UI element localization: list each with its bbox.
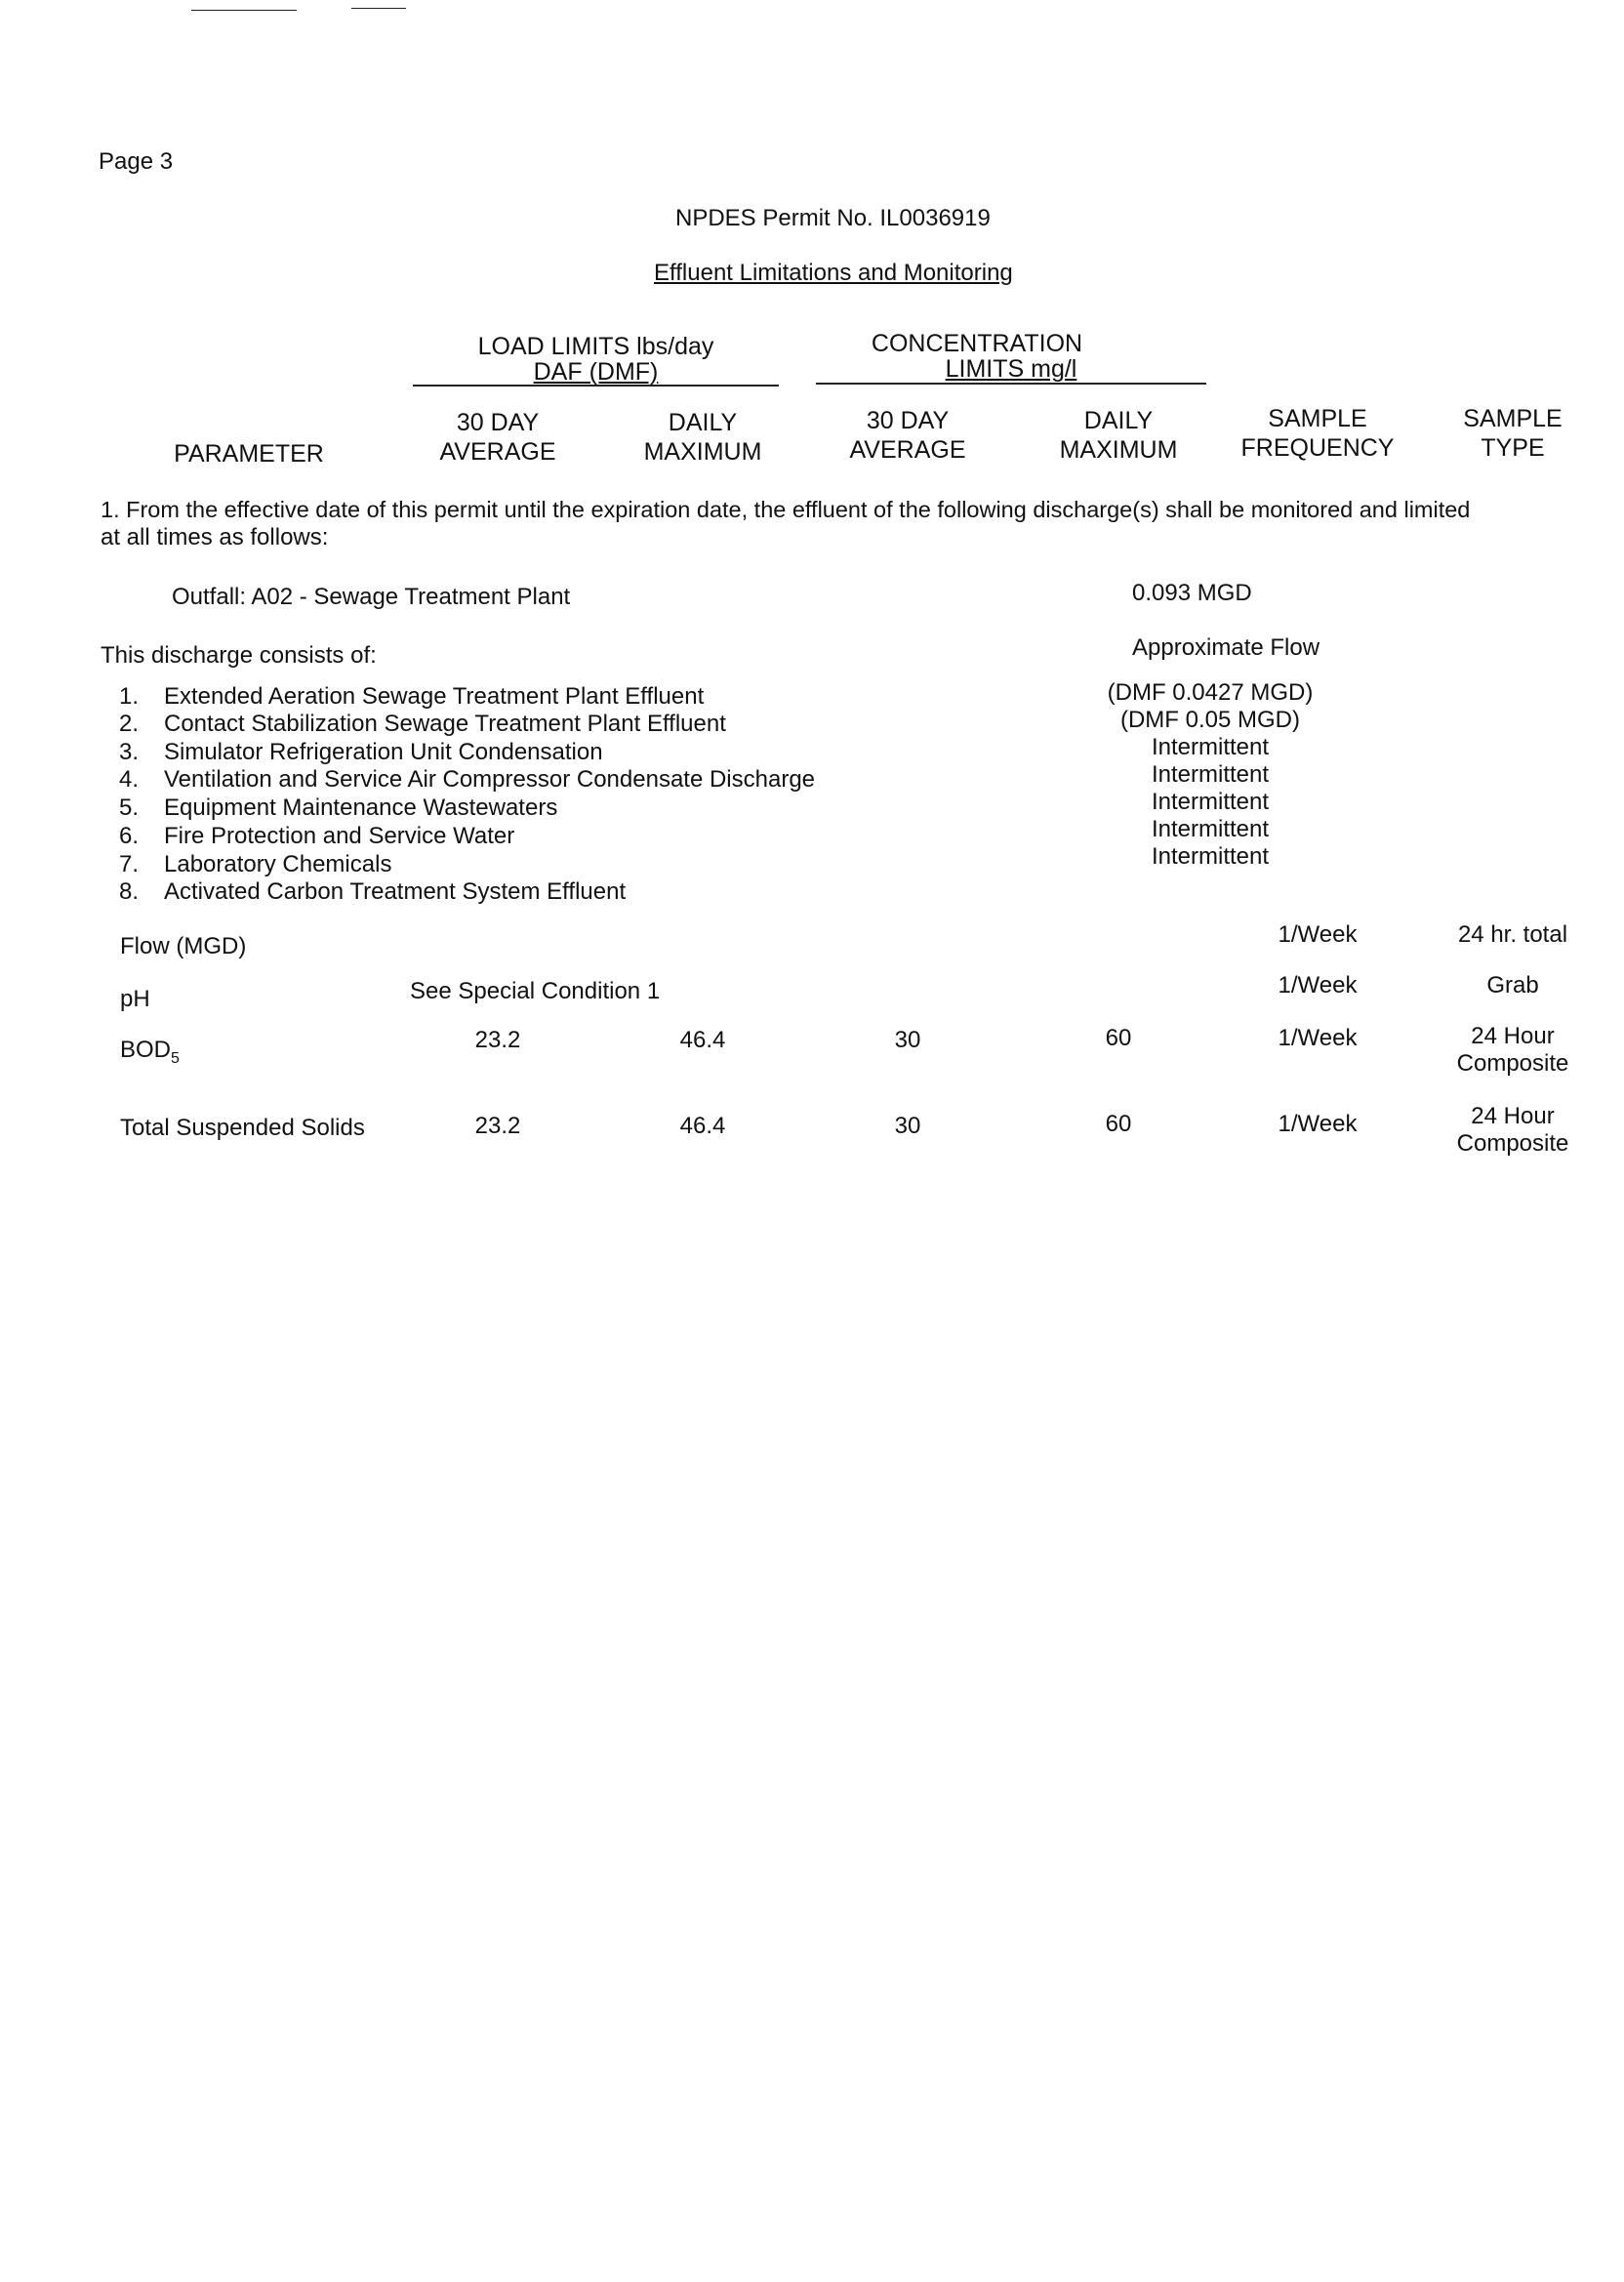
list-item	[119, 683, 704, 711]
load-limits-rule	[413, 385, 779, 387]
list-item	[119, 823, 514, 850]
col-conc-daily	[1040, 406, 1197, 465]
list-item-name: Ventilation and Service Air Compressor Condensate Discharge	[164, 766, 816, 793]
concentration-heading	[816, 329, 1206, 384]
list-item-name: Laboratory Chemicals	[164, 851, 392, 877]
flow-value: (DMF 0.05 MGD)	[1119, 707, 1300, 733]
list-item-number: 6.	[119, 823, 140, 849]
flow-value: Intermittent	[1151, 816, 1270, 842]
list-item-number: 3.	[119, 739, 140, 765]
page-label: Page 3	[99, 148, 174, 175]
list-item	[119, 795, 557, 822]
concentration-line2: LIMITS mg/l	[945, 355, 1077, 383]
row-ph-parameter: pH	[120, 986, 150, 1012]
load-limits-line1: LOAD LIMITS lbs/day	[477, 333, 714, 360]
col-conc-30day	[830, 406, 986, 465]
list-item-number: 2.	[119, 711, 140, 737]
list-item-number: 5.	[119, 795, 140, 821]
col-load-daily	[625, 408, 781, 467]
row-bod-type-line2: Composite	[1456, 1050, 1569, 1077]
row-ph-note: See Special Condition 1	[410, 978, 661, 1004]
permit-number: NPDES Permit No. IL0036919	[675, 205, 991, 231]
row-tss-load-30: 23.2	[474, 1113, 521, 1139]
row-tss-type-line2: Composite	[1456, 1130, 1569, 1157]
list-item	[119, 851, 391, 878]
list-item-number: 8.	[119, 878, 140, 905]
row-tss-frequency: 1/Week	[1278, 1111, 1358, 1137]
flow-value: Intermittent	[1151, 761, 1270, 788]
scan-mark-left	[191, 10, 297, 11]
outfall-flow: 0.093 MGD	[1132, 580, 1252, 606]
list-item-number: 1.	[119, 683, 140, 710]
row-bod-type	[1444, 1023, 1581, 1078]
approximate-flow-label: Approximate Flow	[1132, 634, 1320, 661]
list-item-name: Fire Protection and Service Water	[164, 823, 515, 849]
list-item-number: 4.	[119, 766, 140, 793]
col-parameter: PARAMETER	[174, 440, 324, 468]
list-item	[119, 766, 815, 794]
list-item	[119, 711, 726, 738]
col-sample-frequency-line2: FREQUENCY	[1240, 434, 1395, 462]
row-flow-type: 24 hr. total	[1457, 921, 1568, 948]
list-item-name: Activated Carbon Treatment System Effluent	[164, 878, 627, 905]
col-load-30day	[420, 408, 576, 467]
col-load-daily-line1: DAILY	[668, 409, 738, 436]
col-sample-frequency-line1: SAMPLE	[1268, 405, 1367, 432]
row-bod-load-30: 23.2	[474, 1027, 521, 1053]
row-tss-conc-daily: 60	[1105, 1111, 1132, 1137]
row-tss-type-line1: 24 Hour	[1471, 1103, 1555, 1129]
concentration-rule	[816, 383, 1206, 385]
discharge-consists-of: This discharge consists of:	[101, 642, 377, 669]
load-limits-line2: DAF (DMF)	[533, 358, 659, 386]
row-bod-load-daily: 46.4	[679, 1027, 726, 1053]
list-item-number: 7.	[119, 851, 140, 877]
col-sample-type	[1444, 404, 1581, 463]
concentration-line1: CONCENTRATION	[871, 330, 1083, 357]
row-bod-label: BOD	[120, 1037, 172, 1063]
list-item	[119, 739, 603, 766]
list-item-name: Contact Stabilization Sewage Treatment Plant Effluent	[164, 711, 726, 737]
col-sample-frequency	[1230, 404, 1405, 463]
list-item-name: Extended Aeration Sewage Treatment Plant Effluent	[164, 683, 705, 710]
row-bod-conc-30: 30	[894, 1027, 921, 1053]
row-tss-conc-30: 30	[894, 1113, 921, 1139]
list-item-name: Equipment Maintenance Wastewaters	[164, 795, 558, 821]
row-tss-load-daily: 46.4	[679, 1113, 726, 1139]
row-tss-parameter: Total Suspended Solids	[120, 1115, 365, 1141]
row-bod-frequency: 1/Week	[1278, 1025, 1358, 1051]
col-load-daily-line2: MAXIMUM	[643, 438, 762, 466]
scan-mark-right	[351, 8, 406, 9]
col-sample-type-line1: SAMPLE	[1463, 405, 1563, 432]
row-flow-frequency: 1/Week	[1278, 921, 1358, 948]
row-flow-parameter: Flow (MGD)	[120, 933, 247, 959]
row-tss-type	[1444, 1103, 1581, 1158]
load-limits-heading	[413, 332, 779, 387]
row-bod-subscript: 5	[171, 1049, 180, 1067]
outfall-label: Outfall: A02 - Sewage Treatment Plant	[172, 584, 571, 610]
flow-value: Intermittent	[1151, 843, 1270, 870]
col-conc-30day-line2: AVERAGE	[849, 436, 966, 464]
flow-value: Intermittent	[1151, 734, 1270, 760]
list-item	[119, 878, 626, 906]
list-item-name: Simulator Refrigeration Unit Condensation	[164, 739, 603, 765]
row-ph-type: Grab	[1486, 972, 1539, 998]
col-load-30day-line1: 30 DAY	[456, 409, 540, 436]
col-conc-daily-line2: MAXIMUM	[1059, 436, 1178, 464]
row-bod-type-line1: 24 Hour	[1471, 1023, 1555, 1049]
col-conc-30day-line1: 30 DAY	[866, 407, 950, 434]
col-load-30day-line2: AVERAGE	[439, 438, 556, 466]
intro-line1: 1. From the effective date of this permit until the expiration date, the effluent of the following discharge(s) shall be monitored and limited	[101, 497, 1471, 522]
row-ph-frequency: 1/Week	[1278, 972, 1358, 998]
flow-value: (DMF 0.0427 MGD)	[1107, 679, 1314, 706]
col-conc-daily-line1: DAILY	[1083, 407, 1154, 434]
row-bod-parameter	[120, 1037, 180, 1073]
flow-value: Intermittent	[1151, 789, 1270, 815]
intro-line2: at all times as follows:	[101, 524, 329, 550]
row-bod-conc-daily: 60	[1105, 1025, 1132, 1051]
col-sample-type-line2: TYPE	[1481, 434, 1545, 462]
section-title: Effluent Limitations and Monitoring	[654, 260, 1013, 286]
